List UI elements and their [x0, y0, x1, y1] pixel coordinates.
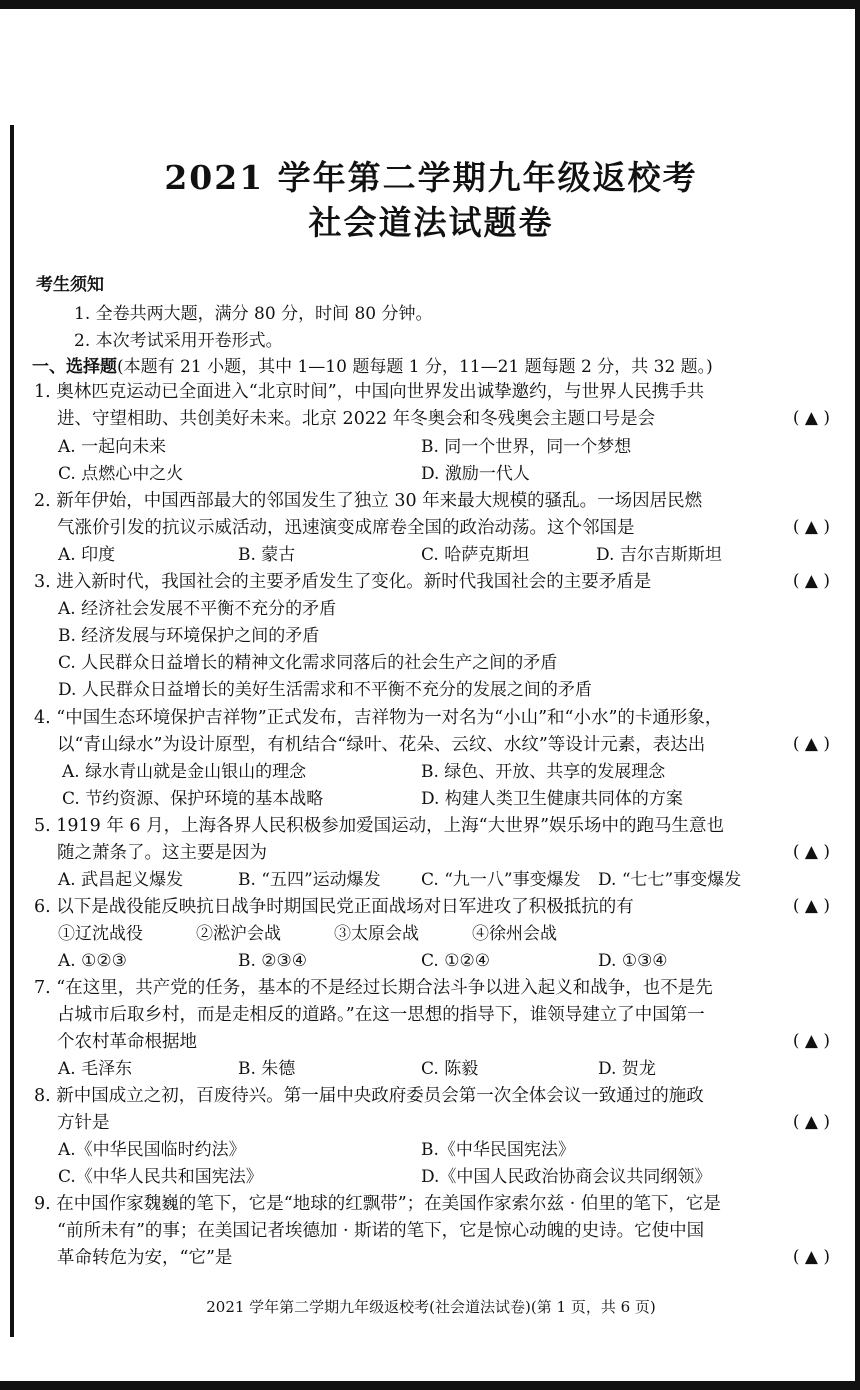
- option-c: C. ①②④: [421, 951, 490, 971]
- option-a: A. 绿水青山就是金山银山的理念: [62, 762, 307, 782]
- option-b: B. 绿色、开放、共享的发展理念: [421, 762, 666, 782]
- option-d: D.《中国人民政治协商会议共同纲领》: [421, 1167, 712, 1187]
- question-8-line: 8. 新中国成立之初，百废待兴。第一届中央政府委员会第一次全体会议一致通过的施政: [34, 1086, 704, 1106]
- statement-item: ②淞沪会战: [196, 924, 281, 944]
- question-7-line: 7. “在这里，共产党的任务，基本的不是经过长期合法斗争以进入起义和战争，也不是先: [34, 978, 713, 998]
- answer-mark: ( ▲ ): [792, 408, 830, 428]
- answer-mark: ( ▲ ): [792, 896, 830, 916]
- option-c: C. “九一八”事变爆发: [421, 870, 581, 890]
- option-c: C. 节约资源、保护环境的基本战略: [62, 789, 324, 809]
- option-b: B. ②③④: [238, 951, 308, 971]
- option-a: A.《中华民国临时约法》: [58, 1140, 246, 1160]
- question-5-line: 随之萧条了。这主要是因为: [57, 843, 267, 863]
- question-9-line: 革命转危为安，“它”是: [57, 1248, 233, 1268]
- statement-item: ④徐州会战: [472, 924, 557, 944]
- question-1-line: 1. 奥林匹克运动已全面进入“北京时间”，中国向世界发出诚挚邀约，与世界人民携手共: [34, 382, 705, 402]
- statement-item: ①辽沈战役: [58, 924, 143, 944]
- question-4-line: 4. “中国生态环境保护吉祥物”正式发布，吉祥物为一对名为“小山”和“小水”的卡通形象，: [34, 708, 723, 728]
- question-6-line: 6. 以下是战役能反映抗日战争时期国民党正面战场对日军进攻了积极抵抗的有: [34, 897, 634, 917]
- section-label: 一、选择题: [32, 357, 117, 377]
- section-description: (本题有 21 小题，其中 1—10 题每题 1 分，11—21 题每题 2 分，共 32 题。): [117, 357, 713, 377]
- option-d: D. “七七”事变爆发: [598, 870, 742, 890]
- answer-mark: ( ▲ ): [792, 1247, 830, 1267]
- answer-mark: ( ▲ ): [792, 571, 830, 591]
- notice-item: 1. 全卷共两大题，满分 80 分，时间 80 分钟。: [74, 304, 433, 324]
- answer-mark: ( ▲ ): [792, 1031, 830, 1051]
- question-7-line: 占城市后取乡村，而是走相反的道路。”在这一思想的指导下，谁领导建立了中国第一: [57, 1005, 705, 1025]
- option-a: A. 一起向未来: [58, 437, 167, 457]
- statement-item: ③太原会战: [334, 924, 419, 944]
- answer-mark: ( ▲ ): [792, 517, 830, 537]
- page-footer: 2021 学年第二学期九年级返校考(社会道法试卷)(第 1 页，共 6 页): [206, 1298, 656, 1316]
- question-5-line: 5. 1919 年 6 月，上海各界人民积极参加爱国运动，上海“大世界”娱乐场中的跑马生意也: [34, 816, 725, 836]
- question-3-line: 3. 进入新时代，我国社会的主要矛盾发生了变化。新时代我国社会的主要矛盾是: [34, 572, 652, 592]
- option-c: C. 点燃心中之火: [58, 464, 184, 484]
- option-b: B. 经济发展与环境保护之间的矛盾: [58, 626, 320, 646]
- page-subtitle: 社会道法试题卷: [308, 203, 554, 242]
- page-title: 2021 学年第二学期九年级返校考: [164, 158, 698, 197]
- option-a: A. 武昌起义爆发: [58, 870, 184, 890]
- answer-mark: ( ▲ ): [792, 842, 830, 862]
- notice-item: 2. 本次考试采用开卷形式。: [74, 331, 283, 351]
- notice-heading: 考生须知: [36, 275, 104, 295]
- question-4-line: 以“青山绿水”为设计原型，有机结合“绿叶、花朵、云纹、水纹”等设计元素，表达出: [57, 735, 706, 755]
- option-a: A. 毛泽东: [58, 1059, 133, 1079]
- question-1-line: 进、守望相助、共创美好未来。北京 2022 年冬奥会和冬残奥会主题口号是会: [57, 409, 656, 429]
- option-a: A. ①②③: [58, 951, 127, 971]
- option-b: B. “五四”运动爆发: [238, 870, 381, 890]
- option-d: D. 构建人类卫生健康共同体的方案: [421, 789, 683, 809]
- option-a: A. 经济社会发展不平衡不充分的矛盾: [58, 599, 337, 619]
- option-b: B. 朱德: [238, 1059, 296, 1079]
- question-8-line: 方针是: [57, 1113, 110, 1133]
- answer-mark: ( ▲ ): [792, 734, 830, 754]
- answer-mark: ( ▲ ): [792, 1112, 830, 1132]
- option-d: D. 人民群众日益增长的美好生活需求和不平衡不充分的发展之间的矛盾: [58, 680, 592, 700]
- question-9-line: “前所未有”的事；在美国记者埃德加 · 斯诺的笔下，它是惊心动魄的史诗。它使中国: [57, 1221, 705, 1241]
- section-heading: [32, 352, 713, 377]
- binding-rule: [10, 125, 14, 1337]
- option-d: D. ①③④: [598, 951, 668, 971]
- option-c: C. 陈毅: [421, 1059, 479, 1079]
- option-a: A. 印度: [58, 545, 116, 565]
- option-c: C.《中华人民共和国宪法》: [58, 1167, 263, 1187]
- question-2-line: 2. 新年伊始，中国西部最大的邻国发生了独立 30 年来最大规模的骚乱。一场因居民燃: [34, 491, 703, 511]
- option-c: C. 人民群众日益增长的精神文化需求同落后的社会生产之间的矛盾: [58, 653, 558, 673]
- option-b: B. 同一个世界，同一个梦想: [421, 437, 632, 457]
- question-7-line: 个农村革命根据地: [57, 1032, 197, 1052]
- option-c: C. 哈萨克斯坦: [421, 545, 530, 565]
- option-b: B. 蒙古: [238, 545, 296, 565]
- option-d: D. 吉尔吉斯斯坦: [596, 545, 722, 565]
- question-2-line: 气涨价引发的抗议示威活动，迅速演变成席卷全国的政治动荡。这个邻国是: [57, 518, 635, 538]
- option-d: D. 激励一代人: [421, 464, 530, 484]
- option-b: B.《中华民国宪法》: [421, 1140, 575, 1160]
- option-d: D. 贺龙: [598, 1059, 656, 1079]
- question-9-line: 9. 在中国作家魏巍的笔下，它是“地球的红飘带”；在美国作家索尔兹 · 伯里的笔下，它是: [34, 1194, 721, 1214]
